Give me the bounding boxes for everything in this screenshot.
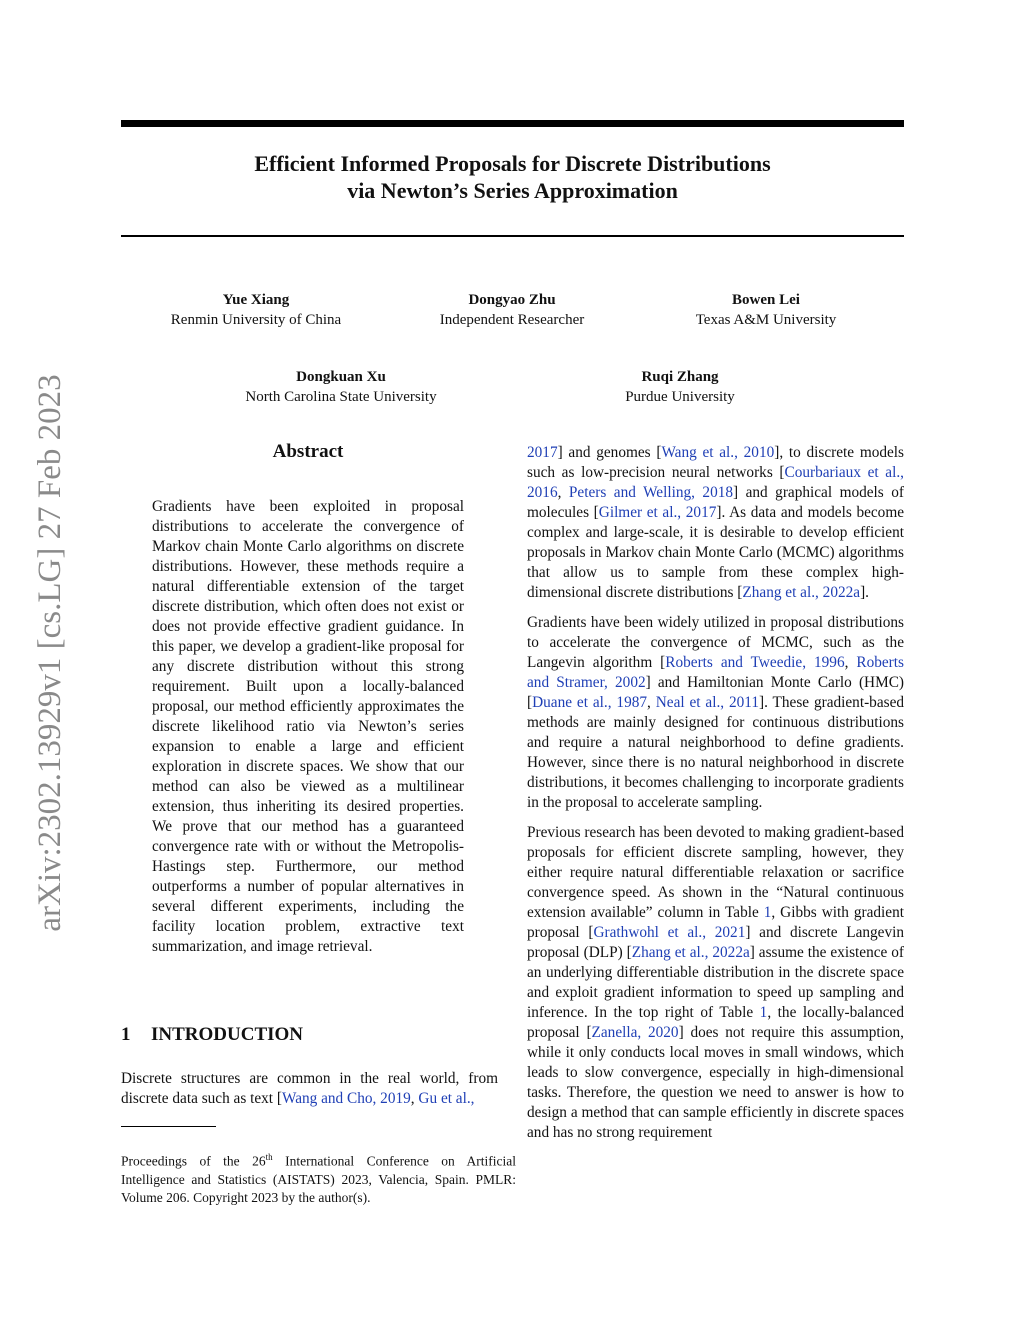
body-text: ], to discrete models such as low-precision neural networks [ bbox=[527, 444, 905, 481]
citation-link[interactable]: Gu et al., bbox=[418, 1090, 475, 1107]
body-text: ]. bbox=[860, 584, 869, 601]
title-rule-top bbox=[121, 120, 904, 127]
citation-link[interactable]: Roberts and Stramer, 2002 bbox=[527, 654, 904, 691]
body-text: , bbox=[557, 484, 569, 501]
section-number: 1 bbox=[121, 1024, 131, 1045]
footnote bbox=[121, 1148, 516, 1207]
author-name: Dongyao Zhu bbox=[468, 292, 556, 308]
footnote-text: International Conference on Artificial Intelligence and Statistics (AISTATS) 2023, Valencia, Spain. PMLR: Volume 206. Copyright 2023 by the author(s). bbox=[121, 1153, 516, 1205]
paper-title bbox=[121, 150, 904, 204]
intro-text: , bbox=[410, 1090, 419, 1107]
body-text: ] and discrete Langevin proposal (DLP) [ bbox=[527, 924, 904, 961]
citation-link[interactable]: Wang et al., 2010 bbox=[661, 444, 775, 461]
section-title: INTRODUCTION bbox=[151, 1024, 304, 1045]
author-block bbox=[631, 290, 901, 330]
title-line-1: Efficient Informed Proposals for Discrete Distributions bbox=[254, 151, 771, 176]
author-name: Bowen Lei bbox=[732, 292, 800, 308]
author-block bbox=[200, 367, 482, 407]
body-paragraph bbox=[527, 443, 904, 603]
author-affiliation: Independent Researcher bbox=[439, 312, 585, 328]
author-affiliation: North Carolina State University bbox=[245, 389, 437, 405]
body-text: ]. As data and models become complex and large-scale, it is desirable to develop efficient proposals in Markov chain Monte Carlo (MCMC) algorithms that allow us to sample from these complex high-dimensional discrete distributions [ bbox=[527, 504, 905, 601]
author-name: Dongkuan Xu bbox=[296, 369, 386, 385]
author-affiliation: Purdue University bbox=[625, 389, 735, 405]
body-text: Previous research has been devoted to making gradient-based proposals for efficient discrete sampling, however, they either require natural differentiable relaxation or sacrifice convergence speed. As shown in the “Natural continuous extension available” column in Table bbox=[527, 824, 904, 921]
citation-link[interactable]: Neal et al., 2011 bbox=[655, 694, 760, 711]
author-name: Yue Xiang bbox=[222, 292, 290, 308]
body-text: ] assume the existence of an underlying differentiable distribution in the discrete space and exploit gradient information to speed up sampling and inference. In the top right of Table bbox=[527, 944, 904, 1021]
citation-link[interactable]: Zanella, 2020 bbox=[591, 1024, 679, 1041]
author-block bbox=[377, 290, 647, 330]
author-affiliation: Texas A&M University bbox=[695, 312, 837, 328]
citation-link[interactable]: Zhang et al., 2022a bbox=[742, 584, 861, 601]
title-rule-bottom bbox=[121, 235, 904, 237]
author-block bbox=[560, 367, 800, 407]
abstract-heading: Abstract bbox=[272, 441, 344, 462]
abstract-text: Gradients have been exploited in proposal distributions to accelerate the convergence of Markov chain Monte Carlo algorithms on discrete distributions. However, these methods require a natural differentiable extension of the target discrete distribution, which often does not exist or does not provide effective gradient guidance. In this paper, we develop a gradient-like proposal for any discrete distribution without this strong requirement. Built upon a locally-balanced proposal, our method efficiently approximates the discrete likelihood ratio via Newton’s series expansion to enable a large and efficient exploration in discrete spaces. We show that our method can also be viewed as a multilinear extension, thus inheriting its desired properties. We prove that our method has a guaranteed convergence rate with or without the Metropolis-Hastings step. Furthermore, our method outperforms a number of popular alternatives in several different experiments, including the facility location problem, extractive text summarization, and image retrieval. bbox=[152, 498, 464, 955]
body-text: , bbox=[647, 694, 656, 711]
body-text: ] and graphical models of molecules [ bbox=[527, 484, 904, 521]
citation-link[interactable]: Duane et al., 1987 bbox=[532, 694, 648, 711]
citation-link[interactable]: 1 bbox=[763, 904, 772, 921]
body-text: ] and Hamiltonian Monte Carlo (HMC) [ bbox=[527, 674, 904, 711]
citation-link[interactable]: Peters and Welling, 2018 bbox=[568, 484, 734, 501]
body-text: ] and genomes [ bbox=[557, 444, 662, 461]
section-heading bbox=[121, 1024, 303, 1046]
body-text: , bbox=[844, 654, 857, 671]
body-text: , the locally-balanced proposal [ bbox=[527, 1004, 904, 1041]
intro-text: Discrete structures are common in the real world, from discrete data such as text [ bbox=[121, 1070, 498, 1107]
author-name: Ruqi Zhang bbox=[641, 369, 719, 385]
right-column bbox=[527, 443, 904, 1153]
citation-link[interactable]: Grathwohl et al., 2021 bbox=[593, 924, 746, 941]
citation-link[interactable]: Roberts and Tweedie, 1996 bbox=[665, 654, 845, 671]
footnote-text: Proceedings of the 26 bbox=[121, 1153, 266, 1169]
citation-link[interactable]: Courbariaux et al., 2016 bbox=[527, 464, 904, 501]
body-paragraph bbox=[527, 613, 904, 813]
author-block bbox=[121, 290, 391, 330]
citation-link[interactable]: 2017 bbox=[527, 444, 558, 461]
arxiv-stamp: arXiv:2302.13929v1 [cs.LG] 27 Feb 2023 bbox=[32, 374, 68, 932]
author-affiliation: Renmin University of China bbox=[170, 312, 342, 328]
body-text: ]. These gradient-based methods are mainly designed for continuous distributions and require a natural neighborhood to define gradients. However, since there is no natural neighborhood in discrete distributions, it becomes challenging to incorporate gradients in the proposal to accelerate sampling. bbox=[527, 694, 905, 811]
body-text: Gradients have been widely utilized in proposal distributions to accelerate the convergence of MCMC, such as the Langevin algorithm [ bbox=[527, 614, 904, 671]
title-line-2: via Newton’s Series Approximation bbox=[347, 178, 678, 203]
citation-link[interactable]: 1 bbox=[759, 1004, 768, 1021]
body-paragraph bbox=[527, 823, 904, 1143]
footnote-sup: th bbox=[265, 1152, 273, 1162]
citation-link[interactable]: Wang and Cho, 2019 bbox=[281, 1090, 411, 1107]
citation-link[interactable]: Gilmer et al., 2017 bbox=[598, 504, 717, 521]
footnote-rule bbox=[121, 1126, 216, 1127]
body-text: , Gibbs with gradient proposal [ bbox=[527, 904, 904, 941]
intro-paragraph bbox=[121, 1069, 498, 1109]
citation-link[interactable]: Zhang et al., 2022a bbox=[631, 944, 750, 961]
body-text: ] does not require this assumption, while it only conducts local moves in small windows, which leads to slow convergence, especially in high-dimensional tasks. Therefore, the question we need to answer is how to design a method that can sample efficiently in discrete spaces and has no strong requirement bbox=[527, 1024, 904, 1141]
